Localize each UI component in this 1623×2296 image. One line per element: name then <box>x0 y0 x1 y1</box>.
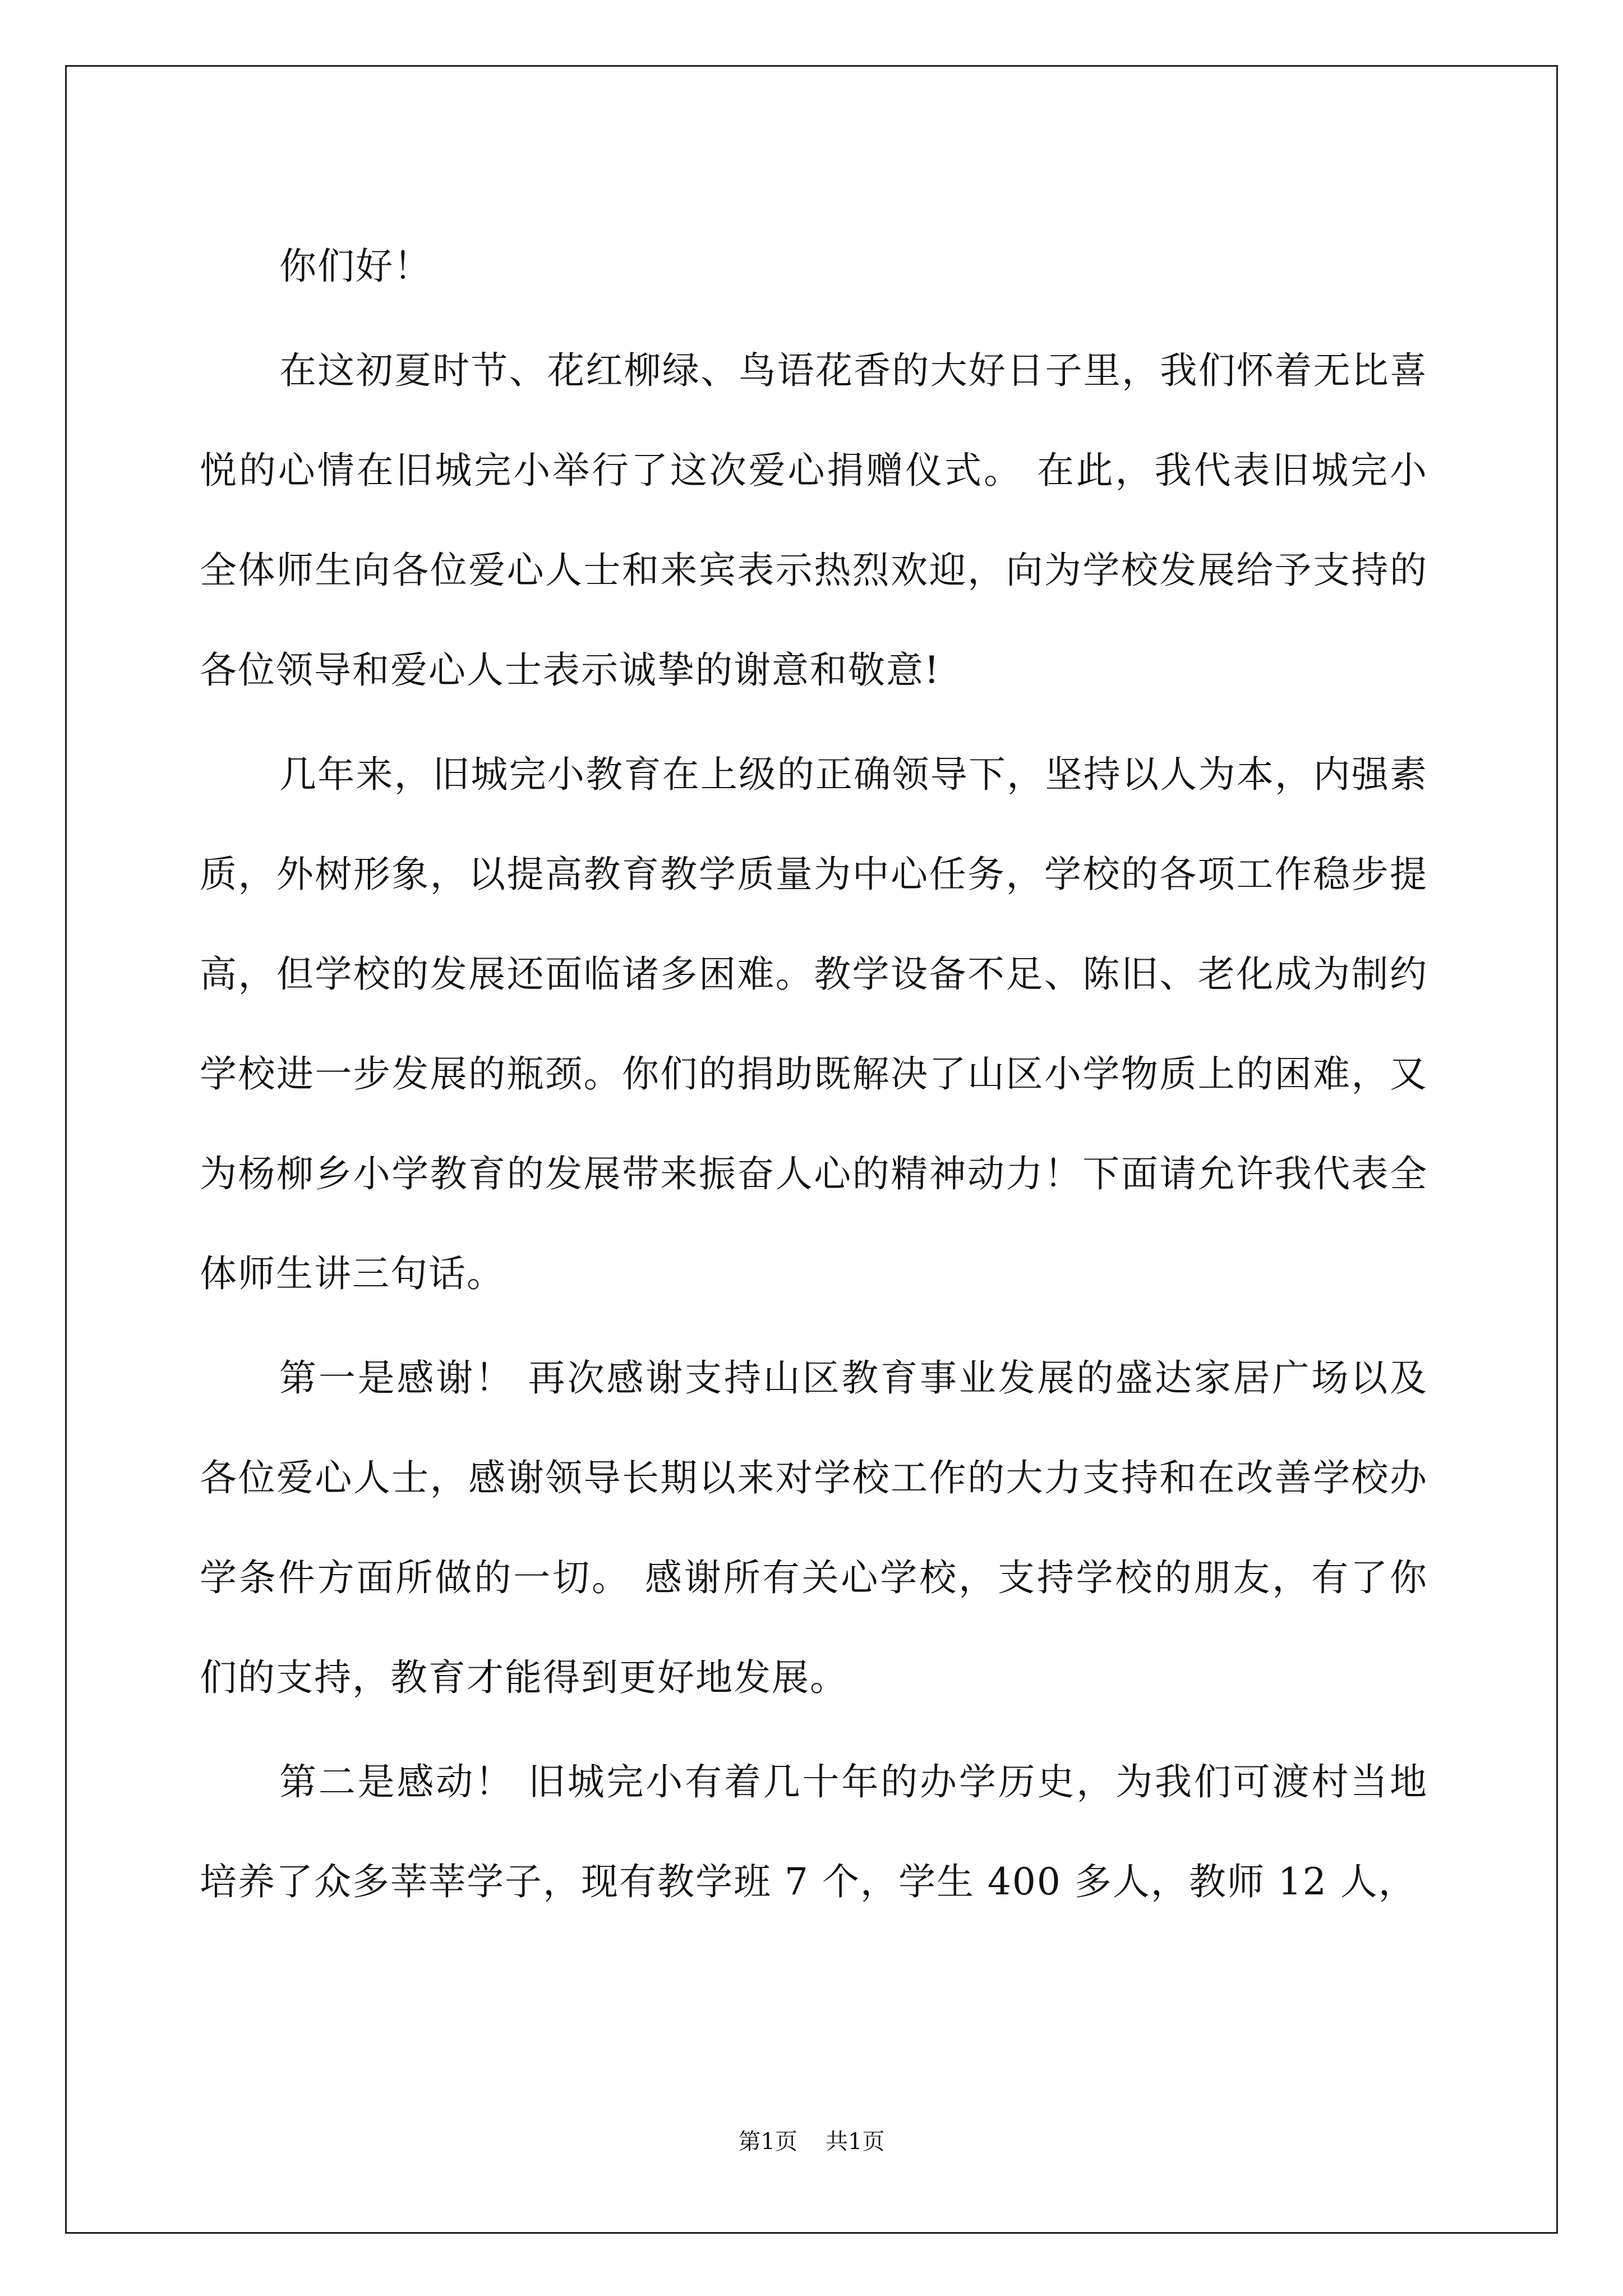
document-body <box>200 217 1428 1932</box>
body-paragraph: 第二是感动！ 旧城完小有着几十年的办学历史，为我们可渡村当地培养了众多莘莘学子，现有教学班 7 个，学生 400 多人，教师 12 人， <box>200 1760 1428 1903</box>
greeting-paragraph: 你们好！ <box>279 245 432 288</box>
page-total: 共1页 <box>826 2129 885 2155</box>
page-number: 第1页 <box>738 2129 797 2155</box>
page-footer <box>0 2126 1623 2157</box>
body-paragraph: 第一是感谢！ 再次感谢支持山区教育事业发展的盛达家居广场以及各位爱心人士，感谢领导长期以来对学校工作的大力支持和在改善学校办学条件方面所做的一切。 感谢所有关心学校，支持学校的朋友，有了你们的支持，教育才能得到更好地发展。 <box>200 1356 1428 1699</box>
body-paragraph: 几年来，旧城完小教育在上级的正确领导下，坚持以人为本，内强素质，外树形象，以提高教育教学质量为中心任务，学校的各项工作稳步提高，但学校的发展还面临诸多困难。教学设备不足、陈旧、老化成为制约学校进一步发展的瓶颈。你们的捐助既解决了山区小学物质上的困难，又为杨柳乡小学教育的发展带来振奋人心的精神动力！下面请允许我代表全体师生讲三句话。 <box>200 753 1428 1295</box>
body-paragraph: 在这初夏时节、花红柳绿、鸟语花香的大好日子里，我们怀着无比喜悦的心情在旧城完小举行了这次爱心捐赠仪式。 在此，我代表旧城完小全体师生向各位爱心人士和来宾表示热烈欢迎，向为学校发展给予支持的各位领导和爱心人士表示诚挚的谢意和敬意! <box>200 349 1428 692</box>
